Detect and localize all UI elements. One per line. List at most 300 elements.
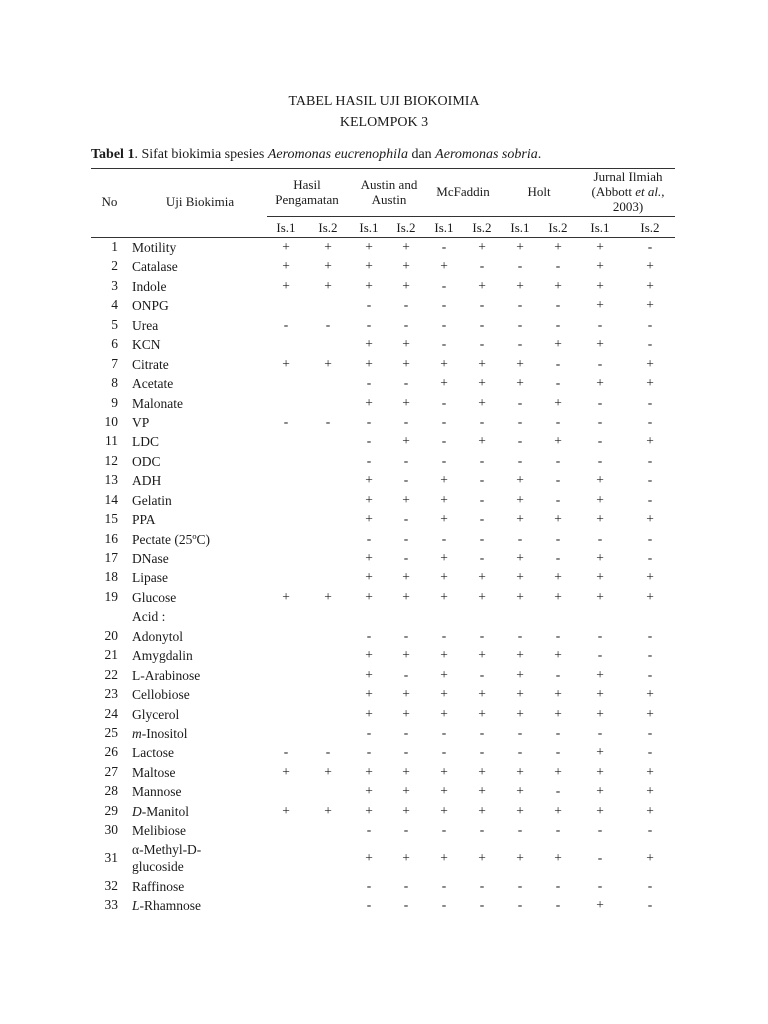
result-cell: -	[647, 724, 653, 740]
result-cell: +	[365, 239, 373, 254]
result-cell: +	[516, 375, 524, 391]
row-number: 11	[105, 433, 118, 449]
header-no: No	[101, 194, 118, 209]
result-cell: -	[597, 849, 603, 865]
result-cell: +	[646, 705, 654, 721]
result-cell: -	[555, 530, 561, 546]
row-number: 31	[104, 849, 118, 865]
result-cell: +	[365, 849, 373, 865]
test-name: Indole	[132, 278, 167, 294]
table-caption	[91, 147, 541, 163]
result-cell: +	[554, 336, 562, 352]
result-cell: -	[597, 530, 603, 546]
result-cell: -	[366, 530, 372, 546]
result-cell: -	[597, 877, 603, 893]
result-cell: +	[365, 763, 373, 779]
result-cell: -	[647, 413, 653, 429]
result-cell: -	[647, 530, 653, 546]
result-cell: +	[365, 394, 373, 410]
result-cell: +	[478, 239, 486, 254]
result-cell: +	[596, 763, 604, 779]
row-number: 19	[104, 588, 118, 604]
subheader-cell: Is.1	[434, 220, 454, 235]
result-cell: -	[479, 627, 485, 643]
result-cell: +	[516, 647, 524, 663]
result-cell: +	[596, 783, 604, 799]
result-cell: -	[517, 258, 523, 274]
test-name: Motility	[132, 240, 177, 255]
result-cell: -	[479, 666, 485, 682]
result-cell: -	[479, 724, 485, 740]
result-cell: -	[403, 511, 409, 527]
table-row	[91, 471, 675, 490]
row-number: 33	[104, 897, 118, 912]
result-cell: +	[365, 511, 373, 527]
table-row	[91, 685, 675, 704]
result-cell: -	[555, 783, 561, 799]
result-cell: +	[365, 588, 373, 604]
result-cell: +	[365, 355, 373, 371]
result-cell: -	[479, 822, 485, 838]
result-cell: -	[555, 666, 561, 682]
result-cell: +	[554, 239, 562, 254]
subheader-cell: Is.1	[590, 220, 610, 235]
table-row	[91, 238, 675, 257]
result-cell: +	[516, 783, 524, 799]
result-cell: +	[596, 744, 604, 760]
result-cell: -	[555, 550, 561, 565]
result-cell: +	[596, 705, 604, 721]
result-cell: +	[282, 588, 290, 604]
result-cell: +	[646, 686, 654, 702]
row-number: 7	[111, 355, 118, 371]
test-name: Glycerol	[132, 706, 180, 722]
header-line: Holt	[527, 184, 551, 199]
result-cell: +	[282, 802, 290, 818]
result-cell: -	[597, 355, 603, 371]
result-cell: +	[554, 705, 562, 721]
test-name: Acetate	[132, 376, 174, 392]
result-cell: +	[402, 336, 410, 352]
result-cell: +	[596, 686, 604, 702]
table-row	[91, 743, 675, 762]
result-cell: +	[478, 763, 486, 779]
result-cell: -	[647, 550, 653, 565]
result-cell: +	[324, 355, 332, 371]
table-row	[91, 763, 675, 782]
result-cell: +	[365, 336, 373, 352]
row-number: 18	[104, 569, 118, 585]
table-row	[91, 491, 675, 510]
result-cell: +	[324, 763, 332, 779]
result-cell: +	[646, 763, 654, 779]
result-cell: +	[646, 511, 654, 527]
result-cell: -	[403, 666, 409, 682]
row-number: 14	[104, 491, 118, 507]
result-cell: +	[440, 491, 448, 507]
row-number: 5	[111, 316, 118, 332]
result-cell: -	[441, 627, 447, 643]
result-cell: -	[517, 897, 523, 912]
result-cell: +	[282, 258, 290, 274]
result-cell: -	[479, 258, 485, 274]
row-number: 12	[104, 452, 118, 468]
result-cell: -	[479, 744, 485, 760]
result-cell: -	[366, 433, 372, 449]
result-cell: -	[517, 316, 523, 332]
test-name: Mannose	[132, 784, 182, 800]
row-number: 29	[104, 802, 118, 818]
result-cell: -	[403, 375, 409, 391]
result-cell: -	[647, 822, 653, 838]
subheader-cell: Is.1	[359, 220, 379, 235]
result-cell: +	[282, 239, 290, 254]
result-cell: -	[441, 277, 447, 293]
table-row	[91, 724, 675, 743]
table-row	[91, 510, 675, 529]
subheader-cell: Is.1	[510, 220, 530, 235]
result-cell: +	[402, 239, 410, 254]
row-number: 1	[111, 239, 118, 254]
test-name: Amygdalin	[132, 648, 193, 664]
table-row	[91, 588, 675, 607]
result-cell: -	[403, 297, 409, 313]
row-number: 16	[104, 530, 118, 546]
test-name: L-Arabinose	[132, 667, 201, 683]
result-cell: -	[325, 316, 331, 332]
header-uji-biokimia: Uji Biokimia	[165, 194, 235, 209]
caption-label: Tabel 1	[91, 147, 135, 162]
document-title: TABEL HASIL UJI BIOKOIMIA	[288, 94, 480, 109]
result-cell: +	[402, 647, 410, 663]
result-cell: +	[365, 277, 373, 293]
result-cell: +	[516, 491, 524, 507]
result-cell: +	[596, 666, 604, 682]
result-cell: -	[597, 647, 603, 663]
result-cell: -	[403, 316, 409, 332]
result-cell: +	[440, 763, 448, 779]
result-cell: -	[479, 297, 485, 313]
row-number: 26	[104, 744, 118, 760]
table-row	[91, 568, 675, 587]
result-cell: -	[555, 452, 561, 468]
caption-species-2: Aeromonas sobria	[435, 147, 538, 162]
result-cell: -	[479, 413, 485, 429]
result-cell: +	[478, 433, 486, 449]
result-cell: +	[554, 394, 562, 410]
table-row	[91, 374, 675, 393]
result-cell: -	[647, 394, 653, 410]
result-cell: -	[283, 744, 289, 760]
result-cell: +	[646, 783, 654, 799]
result-cell: +	[365, 705, 373, 721]
result-cell: +	[646, 375, 654, 391]
row-number: 28	[104, 783, 118, 799]
subheader-cell: Is.2	[318, 220, 338, 235]
result-cell: -	[441, 724, 447, 740]
result-cell: -	[441, 394, 447, 410]
test-name: α-Methyl-D-glucoside	[132, 841, 202, 874]
result-cell: +	[440, 647, 448, 663]
row-number: 20	[104, 627, 118, 643]
row-number: 24	[104, 705, 118, 721]
table-body	[91, 238, 675, 915]
table-row	[91, 413, 675, 432]
header-holt	[500, 184, 578, 199]
result-cell: +	[478, 277, 486, 293]
header-line: McFaddin	[436, 184, 490, 199]
result-cell: +	[516, 550, 524, 565]
result-cell: -	[403, 822, 409, 838]
document-subtitle: KELOMPOK 3	[339, 115, 429, 130]
test-name: LDC	[132, 434, 159, 450]
result-cell: -	[647, 744, 653, 760]
result-cell: +	[516, 588, 524, 604]
result-cell: +	[282, 277, 290, 293]
table-row	[91, 666, 675, 685]
result-cell: -	[441, 239, 447, 254]
test-name: Malonate	[132, 395, 183, 411]
result-cell: -	[517, 627, 523, 643]
row-number: 3	[111, 277, 118, 293]
result-cell: -	[517, 394, 523, 410]
result-cell: +	[646, 297, 654, 313]
result-cell: +	[440, 258, 448, 274]
row-number: 21	[104, 647, 118, 663]
result-cell: +	[596, 375, 604, 391]
test-name: Glucose	[132, 589, 177, 605]
result-cell: +	[365, 550, 373, 565]
result-cell: -	[403, 877, 409, 893]
row-number: 17	[104, 550, 118, 565]
test-name: Catalase	[132, 259, 178, 275]
result-cell: -	[441, 413, 447, 429]
result-cell: +	[402, 433, 410, 449]
result-cell: -	[517, 433, 523, 449]
result-cell: +	[554, 588, 562, 604]
result-cell: +	[478, 686, 486, 702]
table-row	[91, 257, 675, 276]
test-name: Lactose	[132, 745, 174, 761]
result-cell: -	[647, 452, 653, 468]
table-row	[91, 530, 675, 549]
result-cell: -	[403, 627, 409, 643]
subheader-cell: Is.2	[640, 220, 660, 235]
result-cell: -	[479, 877, 485, 893]
result-cell: +	[478, 394, 486, 410]
result-cell: -	[517, 822, 523, 838]
result-cell: +	[365, 258, 373, 274]
header-line: Austin	[371, 192, 407, 207]
result-cell: -	[441, 530, 447, 546]
result-cell: +	[596, 258, 604, 274]
header-mcfaddin	[424, 184, 502, 199]
result-cell: -	[366, 724, 372, 740]
result-cell: +	[596, 569, 604, 585]
result-cell: -	[403, 530, 409, 546]
header-jurnal-ilmiah	[578, 169, 678, 214]
result-cell: -	[647, 491, 653, 507]
result-cell: +	[646, 569, 654, 585]
header-hasil-pengamatan	[267, 177, 347, 207]
result-cell: +	[402, 394, 410, 410]
result-cell: -	[517, 413, 523, 429]
test-name: ODC	[132, 453, 161, 469]
test-name: DNase	[132, 551, 169, 566]
test-name: Melibiose	[132, 823, 186, 839]
result-cell: -	[555, 297, 561, 313]
result-cell: -	[403, 550, 409, 565]
caption-text-a: . Sifat biokimia spesies	[134, 147, 268, 162]
result-cell: +	[478, 569, 486, 585]
table-row	[91, 782, 675, 801]
result-cell: -	[555, 897, 561, 912]
table-row	[91, 646, 675, 665]
result-cell: +	[554, 686, 562, 702]
result-cell: +	[646, 588, 654, 604]
result-cell: -	[479, 530, 485, 546]
result-cell: +	[516, 472, 524, 488]
result-cell: +	[516, 849, 524, 865]
result-cell: -	[441, 316, 447, 332]
result-cell: +	[440, 705, 448, 721]
result-cell: +	[440, 375, 448, 391]
result-cell: -	[647, 336, 653, 352]
result-cell: -	[479, 511, 485, 527]
result-cell: +	[402, 569, 410, 585]
result-cell: -	[403, 472, 409, 488]
result-cell: +	[516, 705, 524, 721]
result-cell: +	[554, 433, 562, 449]
table-row	[91, 627, 675, 646]
result-cell: -	[517, 724, 523, 740]
result-cell: +	[478, 647, 486, 663]
result-cell: -	[441, 452, 447, 468]
row-number: 25	[104, 724, 118, 740]
result-cell: -	[403, 452, 409, 468]
result-cell: -	[366, 413, 372, 429]
result-cell: -	[479, 491, 485, 507]
result-cell: +	[554, 277, 562, 293]
result-cell: +	[596, 336, 604, 352]
row-number: 15	[104, 511, 118, 527]
result-cell: +	[516, 666, 524, 682]
result-cell: +	[282, 763, 290, 779]
table-row	[91, 296, 675, 315]
result-cell: -	[366, 627, 372, 643]
result-cell: -	[517, 877, 523, 893]
result-cell: +	[440, 686, 448, 702]
header-line: Jurnal Ilmiah	[593, 169, 663, 184]
test-name: PPA	[132, 512, 156, 528]
result-cell: +	[596, 588, 604, 604]
test-name: Pectate (25ºC)	[132, 531, 211, 547]
result-cell: +	[646, 849, 654, 865]
result-cell: +	[596, 277, 604, 293]
header-line: 2003)	[612, 199, 644, 214]
row-number: 10	[104, 413, 118, 429]
result-cell: +	[365, 647, 373, 663]
caption-text-b: dan	[407, 147, 436, 162]
result-cell: -	[555, 355, 561, 371]
result-cell: -	[555, 822, 561, 838]
table-row	[91, 705, 675, 724]
table-row	[91, 896, 675, 915]
row-number: 9	[111, 394, 118, 410]
result-cell: -	[597, 394, 603, 410]
result-cell: +	[365, 569, 373, 585]
result-cell: -	[325, 413, 331, 429]
result-cell: -	[403, 897, 409, 912]
result-cell: +	[440, 802, 448, 818]
result-cell: -	[597, 413, 603, 429]
test-name: Urea	[132, 317, 159, 333]
row-number: 8	[111, 375, 118, 391]
result-cell: -	[441, 297, 447, 313]
result-cell: +	[646, 802, 654, 818]
result-cell: -	[597, 724, 603, 740]
table-row	[91, 277, 675, 296]
result-cell: +	[402, 686, 410, 702]
table-row	[91, 316, 675, 335]
row-number: 6	[111, 336, 118, 352]
table-row	[91, 355, 675, 374]
result-cell: -	[597, 452, 603, 468]
result-cell: +	[440, 569, 448, 585]
test-name: ADH	[132, 473, 162, 489]
subheader-cell: Is.1	[276, 220, 296, 235]
result-cell: -	[283, 413, 289, 429]
test-name: VP	[132, 414, 150, 430]
result-cell: -	[325, 744, 331, 760]
test-name: Acid :	[132, 609, 166, 625]
result-cell: -	[517, 530, 523, 546]
result-cell: +	[402, 491, 410, 507]
result-cell: +	[554, 849, 562, 865]
result-cell: +	[324, 239, 332, 254]
subheader-cell: Is.2	[472, 220, 492, 235]
result-cell: +	[516, 511, 524, 527]
result-cell: +	[478, 849, 486, 865]
result-cell: +	[596, 472, 604, 488]
table-row	[91, 821, 675, 840]
result-cell: +	[402, 849, 410, 865]
table-row	[91, 877, 675, 896]
result-cell: +	[516, 686, 524, 702]
result-cell: -	[555, 627, 561, 643]
result-cell: +	[554, 647, 562, 663]
result-cell: +	[365, 686, 373, 702]
result-cell: +	[478, 375, 486, 391]
result-cell: -	[555, 744, 561, 760]
result-cell: +	[365, 666, 373, 682]
result-cell: -	[555, 316, 561, 332]
result-cell: -	[366, 822, 372, 838]
result-cell: +	[516, 355, 524, 371]
result-cell: +	[402, 705, 410, 721]
result-cell: -	[647, 472, 653, 488]
test-name: Adonytol	[132, 628, 184, 644]
result-cell: -	[597, 316, 603, 332]
test-name: ONPG	[132, 298, 169, 314]
row-number: 27	[104, 763, 118, 779]
row-number: 32	[104, 877, 118, 893]
result-cell: +	[402, 763, 410, 779]
result-cell: +	[402, 258, 410, 274]
result-cell: -	[647, 666, 653, 682]
result-cell: +	[646, 355, 654, 371]
result-cell: +	[596, 239, 604, 254]
